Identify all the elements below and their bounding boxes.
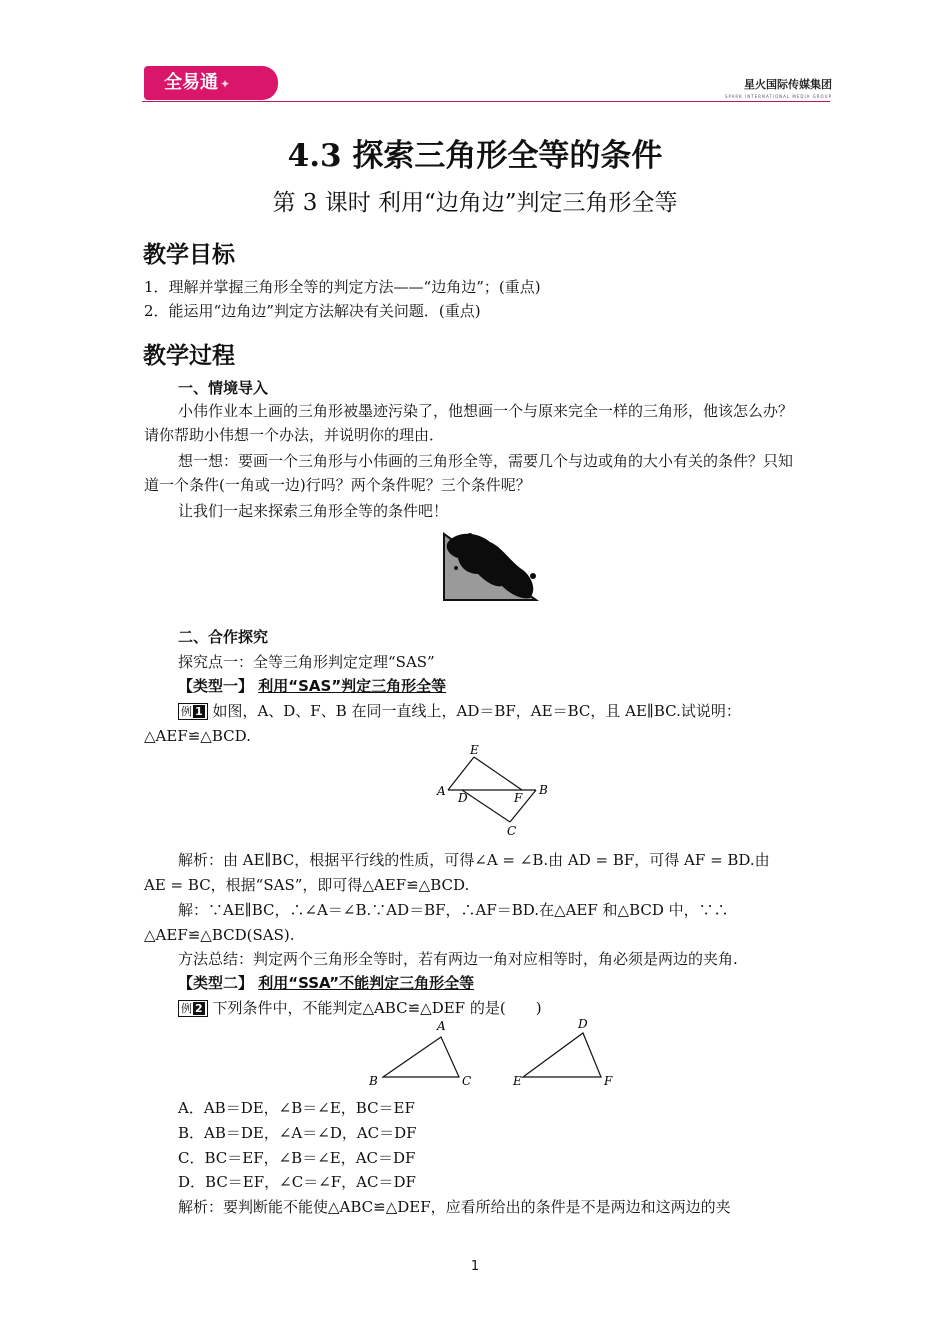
logo-text: 全易通 [164, 72, 218, 93]
header-divider [142, 101, 830, 102]
type-title: 利用“SSA”不能判定三角形全等 [258, 974, 475, 992]
logo-star: ✦ [220, 77, 231, 91]
section-heading: 一、情境导入 [178, 379, 269, 397]
example-1 [178, 699, 741, 723]
label-B: B [539, 783, 548, 797]
example-1-text: 如图，A、D、F、B 在同一直线上，AD＝BF，AE＝BC，且 AE∥BC.试说明： [212, 702, 741, 720]
brand-logo [144, 66, 278, 100]
method-summary: 方法总结：判定两个三角形全等时，若有两边一角对应相等时，角必须是两边的夹角. [178, 950, 738, 968]
label-A: A [437, 784, 446, 798]
label-D: D [578, 1017, 588, 1031]
label-E: E [513, 1074, 522, 1088]
page-subtitle: 第 3 课时 利用“边角边”判定三角形全等 [272, 190, 678, 216]
section-heading: 二、合作探究 [178, 628, 269, 646]
type-title: 利用“SAS”判定三角形全等 [258, 677, 447, 695]
paragraph: 小伟作业本上画的三角形被墨迹污染了，他想画一个与原来完全一样的三角形，他该怎么办？请你帮助小伟想一个办法，并说明你的理由． [144, 402, 794, 444]
analysis-2: 解析：要判断能不能使△ABC≌△DEF，应看所给出的条件是不是两边和这两边的夹 [178, 1198, 731, 1216]
goal-item: 1．理解并掌握三角形全等的判定方法——“边角边”；(重点) [144, 278, 541, 296]
example-1-cont: △AEF≌△BCD. [144, 727, 251, 745]
publisher-name: 星火国际传媒集团 [744, 78, 832, 91]
option-c: C．BC＝EF，∠B＝∠E，AC＝DF [178, 1149, 416, 1167]
paragraph: 想一想：要画一个三角形与小伟画的三角形全等，需要几个与边或角的大小有关的条件？只知道一个条件(一角或一边)行吗？两个条件呢？三个条件呢？ [144, 452, 794, 494]
page-number: 1 [470, 1259, 480, 1274]
publisher-logo [725, 76, 832, 99]
option-b: B．AB＝DE，∠A＝∠D，AC＝DF [178, 1124, 417, 1142]
ink-stained-triangle-image [438, 528, 540, 604]
figure-aef-bcd [430, 742, 560, 838]
goals-heading: 教学目标 [143, 242, 235, 268]
label-F: F [604, 1074, 613, 1088]
page-title: 4.3 探索三角形全等的条件 [287, 138, 663, 174]
label-B: B [369, 1074, 378, 1088]
type-heading-1 [178, 675, 446, 696]
option-d: D．BC＝EF，∠C＝∠F，AC＝DF [178, 1173, 416, 1191]
option-a: A．AB＝DE，∠B＝∠E，BC＝EF [178, 1099, 415, 1117]
example-badge: 例 1 [178, 703, 208, 720]
analysis-1: 解析：由 AE∥BC，根据平行线的性质，可得∠A = ∠B.由 AD = BF，可得 AF = BD.由 [178, 851, 770, 869]
explore-point: 探究点一：全等三角形判定定理“SAS” [178, 653, 435, 671]
solution-1: 解：∵AE∥BC，∴∠A＝∠B.∵AD＝BF，∴AF＝BD.在△AEF 和△BCD 中，∵∴ [178, 901, 729, 919]
publisher-name-en: SPARK INTERNATIONAL MEDIA GROUP [724, 94, 832, 99]
figure-abc-def [365, 1015, 625, 1091]
label-F: F [514, 791, 523, 805]
type-label: 【类型一】 [178, 677, 254, 695]
paragraph: 让我们一起来探索三角形全等的条件吧！ [178, 502, 449, 520]
label-D: D [458, 791, 468, 805]
example-2-text: 下列条件中，不能判定△ABC≌△DEF 的是( ) [212, 999, 542, 1017]
type-label: 【类型二】 [178, 974, 254, 992]
process-heading: 教学过程 [143, 343, 235, 369]
label-E: E [470, 743, 479, 757]
label-C: C [507, 824, 517, 838]
label-C: C [462, 1074, 472, 1088]
type-heading-2 [178, 972, 474, 993]
label-A: A [437, 1019, 446, 1033]
example-badge: 例 2 [178, 1000, 208, 1017]
analysis-1-cont: AE = BC，根据“SAS”，即可得△AEF≌△BCD. [144, 876, 470, 894]
goal-item: 2．能运用“边角边”判定方法解决有关问题．(重点) [144, 302, 481, 320]
solution-1-cont: △AEF≌△BCD(SAS). [144, 926, 295, 944]
